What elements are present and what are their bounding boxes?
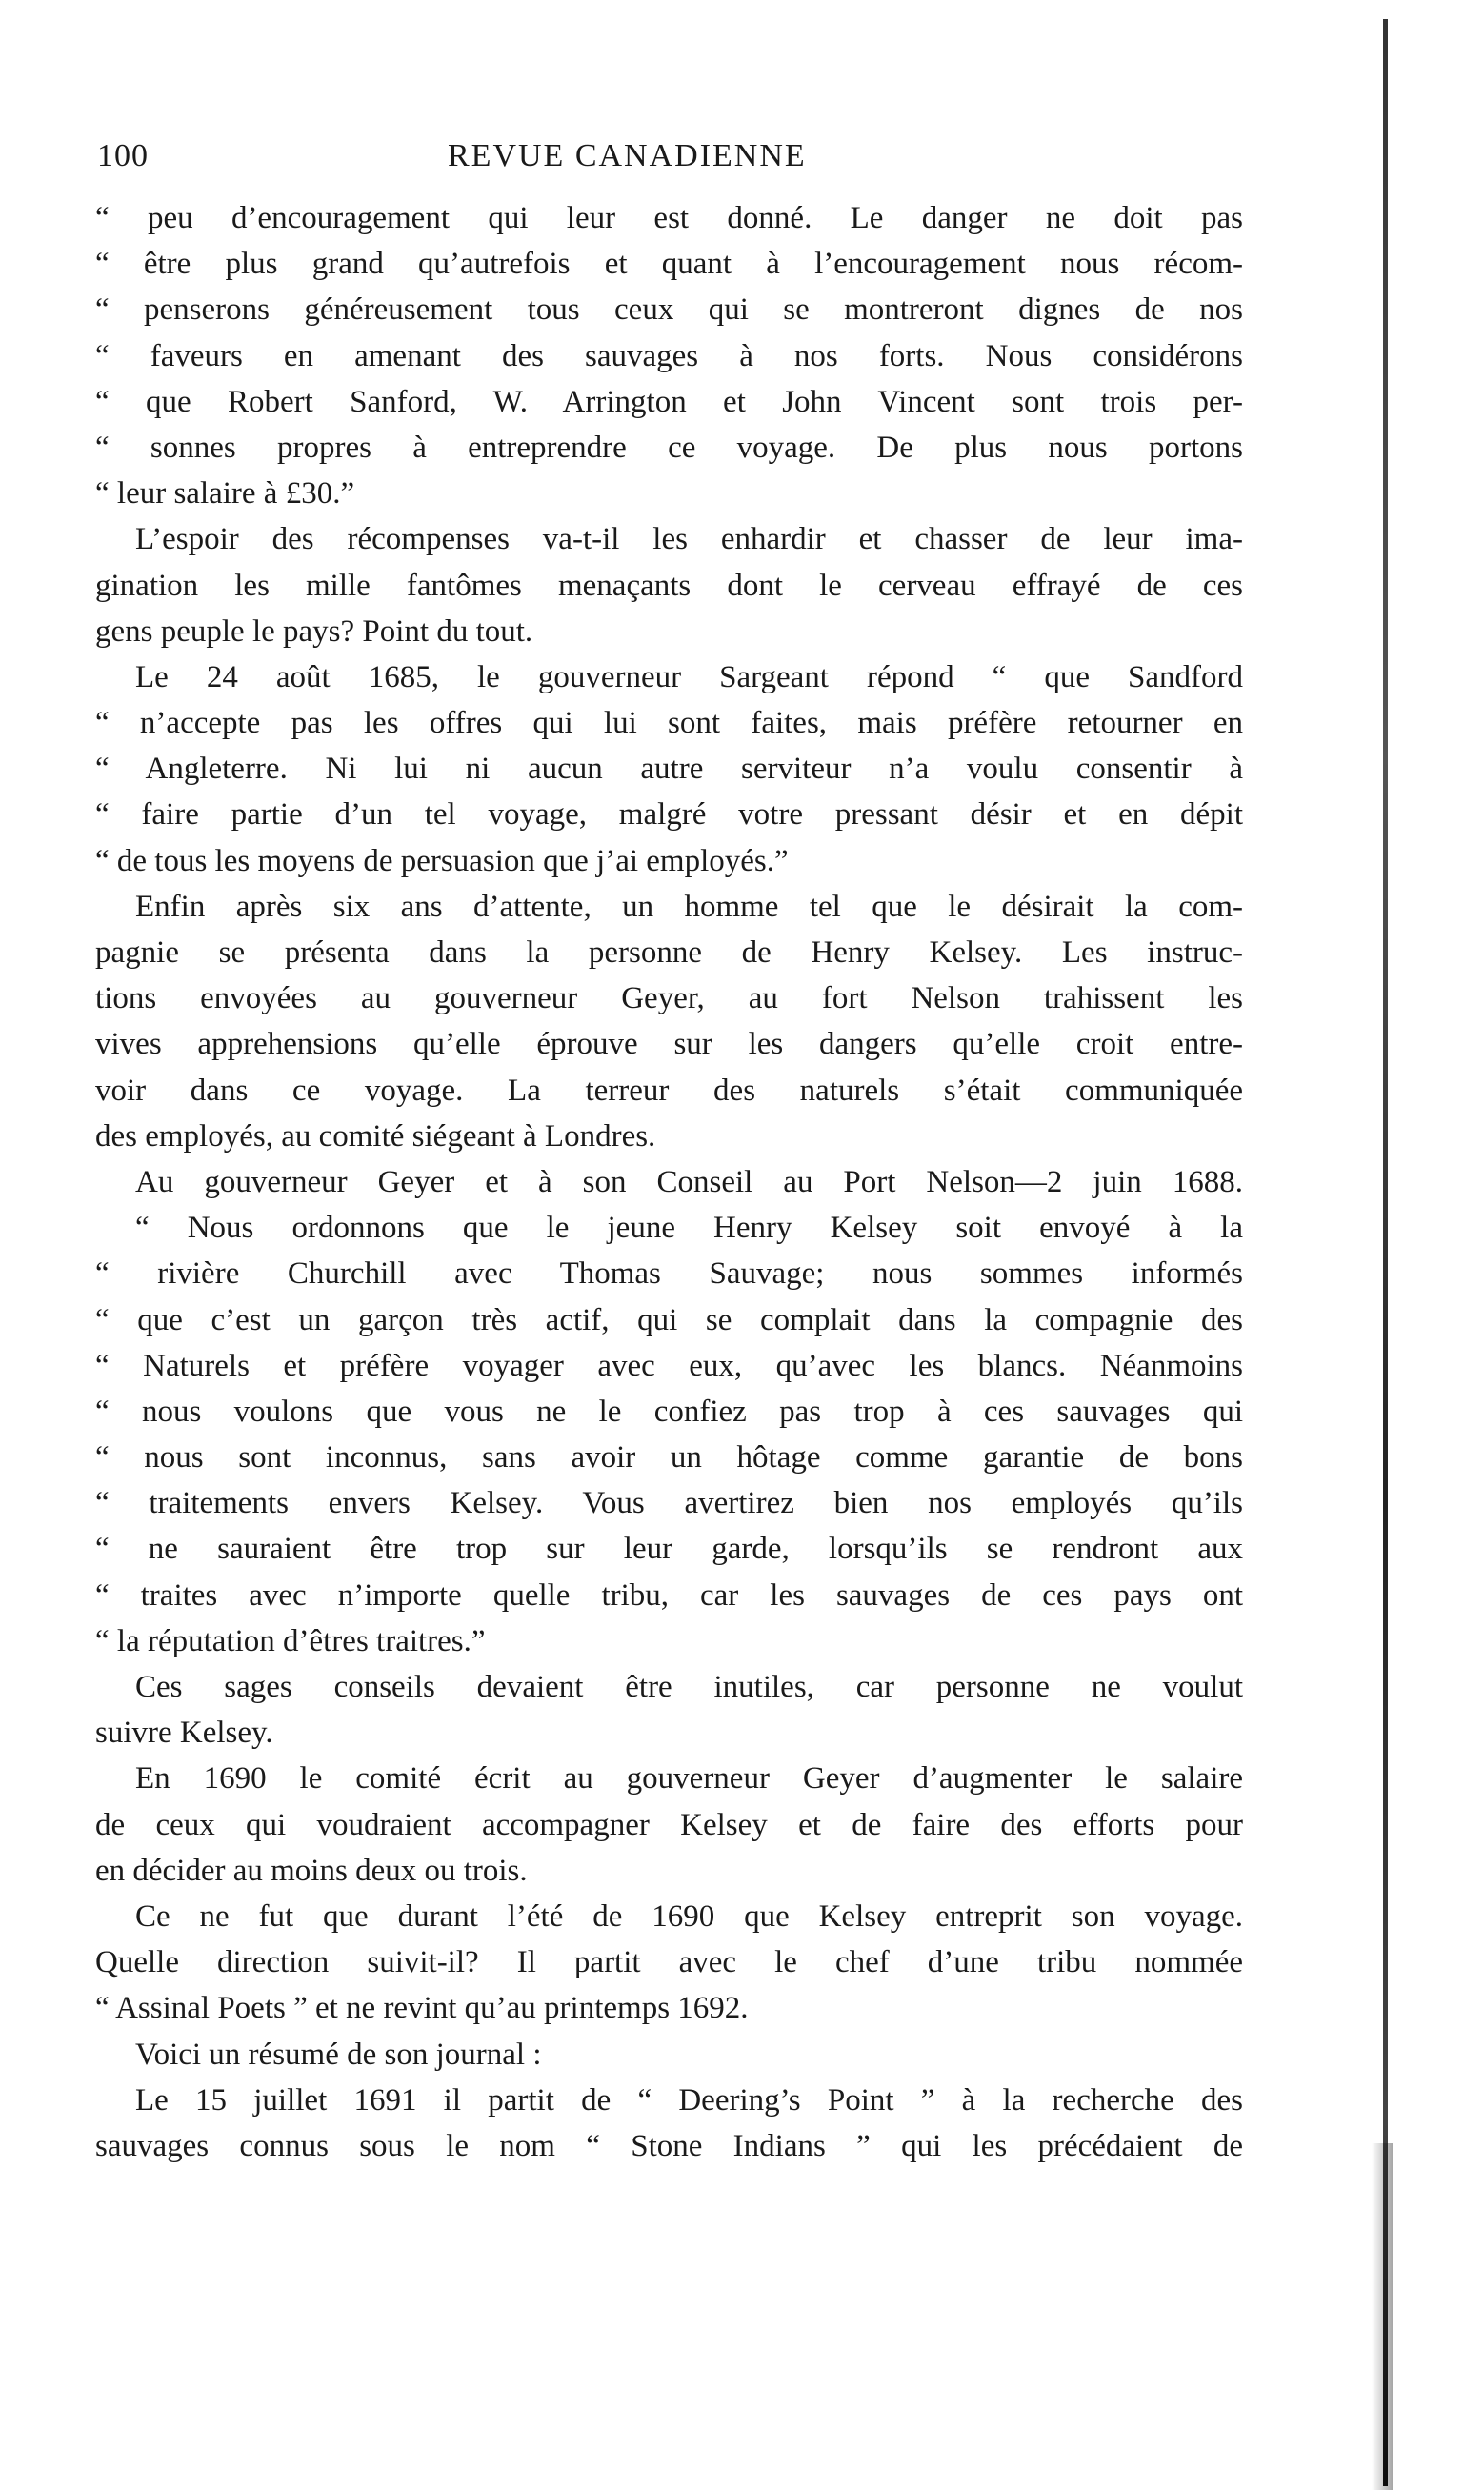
text-line: “ faire partie d’un tel voyage, malgré votre pressant désir et en dépit [95,797,1243,833]
text-line: gens peuple le pays? Point du tout. [95,613,533,649]
running-title: REVUE CANADIENNE [448,138,807,173]
running-header [95,138,1243,195]
text-line: “ ne sauraient être trop sur leur garde, lorsqu’ils se rendront aux [95,1532,1243,1567]
text-line: “ penserons généreusement tous ceux qui se montreront dignes de nos [95,292,1243,328]
text-line: vives apprehensions qu’elle éprouve sur les dangers qu’elle croit entre- [95,1027,1243,1062]
text-line: pagnie se présenta dans la personne de Henry Kelsey. Les instruc- [95,935,1243,970]
text-line: “ leur salaire à £30.” [95,476,355,512]
text-line: tions envoyées au gouverneur Geyer, au fort Nelson trahissent les [95,981,1243,1016]
text-line: “ faveurs en amenant des sauvages à nos forts. Nous considérons [95,338,1243,373]
text-line: gination les mille fantômes menaçants dont le cerveau effrayé de ces [95,568,1243,603]
text-line: “ que Robert Sanford, W. Arrington et John Vincent sont trois per- [95,384,1243,419]
page-binding-edge [1334,0,1362,2490]
text-line: “ nous sont inconnus, sans avoir un hôtage comme garantie de bons [95,1440,1243,1476]
text-line: Ce ne fut que durant l’été de 1690 que Kelsey entreprit son voyage. [135,1898,1243,1934]
text-line: “ Naturels et préfère voyager avec eux, qu’avec les blancs. Néanmoins [95,1348,1243,1383]
binding-shadow-line [1383,19,1388,2486]
text-line: sauvages connus sous le nom “ Stone Indians ” qui les précédaient de [95,2128,1243,2163]
text-line: “ Angleterre. Ni lui ni aucun autre serviteur n’a voulu consentir à [95,752,1243,787]
text-line: suivre Kelsey. [95,1716,273,1751]
text-line: Le 15 juillet 1691 il partit de “ Deering’s Point ” à la recherche des [135,2082,1243,2118]
text-line: “ traitements envers Kelsey. Vous avertirez bien nos employés qu’ils [95,1486,1243,1521]
body-text [95,195,1243,2169]
text-line: “ peu d’encouragement qui leur est donné. Le danger ne doit pas [95,201,1243,235]
text-line: “ Nous ordonnons que le jeune Henry Kelsey soit envoyé à la [135,1211,1243,1246]
text-line: Quelle direction suivit-il? Il partit avec le chef d’une tribu nommée [95,1945,1243,1980]
text-line: “ la réputation d’êtres traitres.” [95,1623,486,1658]
text-line: en décider au moins deux ou trois. [95,1853,528,1888]
text-line: “ Assinal Poets ” et ne revint qu’au printemps 1692. [95,1991,749,2026]
text-line: “ traites avec n’importe quelle tribu, car les sauvages de ces pays ont [95,1577,1243,1613]
text-line: L’espoir des récompenses va-t-il les enhardir et chasser de leur ima- [135,522,1243,557]
text-line: Au gouverneur Geyer et à son Conseil au Port Nelson—2 juin 1688. [135,1164,1243,1199]
text-line: “ nous voulons que vous ne le confiez pas trop à ces sauvages qui [95,1394,1243,1429]
text-line: “ être plus grand qu’autrefois et quant à l’encouragement nous récom- [95,247,1243,282]
text-line: En 1690 le comité écrit au gouverneur Geyer d’augmenter le salaire [135,1761,1243,1797]
text-line: des employés, au comité siégeant à Londres. [95,1118,656,1154]
text-line: “ sonnes propres à entreprendre ce voyage. De plus nous portons [95,430,1243,465]
text-line: “ que c’est un garçon très actif, qui se complait dans la compagnie des [95,1302,1243,1337]
binding-shade [1372,2143,1393,2490]
page-number: 100 [97,138,149,173]
text-line: Le 24 août 1685, le gouverneur Sargeant répond “ que Sandford [135,659,1243,694]
text-line: de ceux qui voudraient accompagner Kelsey et de faire des efforts pour [95,1807,1243,1842]
text-line: “ n’accepte pas les offres qui lui sont faites, mais préfère retourner en [95,706,1243,741]
text-line: “ rivière Churchill avec Thomas Sauvage; nous sommes informés [95,1256,1243,1292]
document-page [95,138,1243,2169]
text-line: “ de tous les moyens de persuasion que j’ai employés.” [95,843,789,878]
text-line: voir dans ce voyage. La terreur des naturels s’était communiquée [95,1073,1243,1108]
text-line: Enfin après six ans d’attente, un homme tel que le désirait la com- [135,889,1243,924]
text-line: Voici un résumé de son journal : [135,2037,542,2072]
text-line: Ces sages conseils devaient être inutiles, car personne ne voulut [135,1670,1243,1704]
